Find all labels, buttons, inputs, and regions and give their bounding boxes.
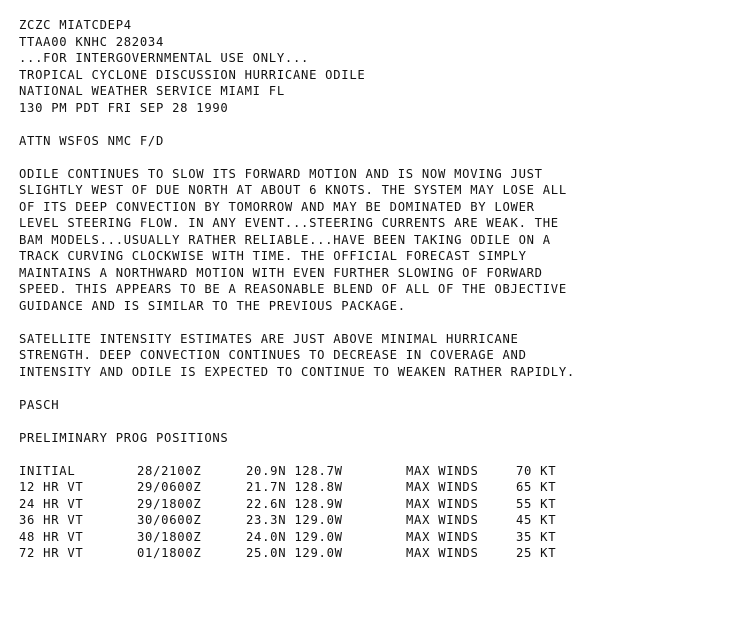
position-label: 36 HR VT bbox=[19, 513, 84, 527]
wind-value: 55 KT bbox=[516, 496, 557, 511]
position-time: 29/0600Z bbox=[137, 480, 202, 494]
paragraph-intensity bbox=[19, 331, 739, 381]
table-row bbox=[19, 545, 739, 562]
position-coords: 20.9N 128.7W bbox=[246, 463, 343, 478]
position-label: 48 HR VT bbox=[19, 529, 84, 544]
paragraph-line: TRACK CURVING CLOCKWISE WITH TIME. THE OFFICIAL FORECAST SIMPLY bbox=[19, 249, 527, 263]
table-row bbox=[19, 512, 739, 529]
header-line: ZCZC MIATCDEP4 bbox=[19, 18, 132, 32]
position-coords: 24.0N 129.0W bbox=[246, 529, 343, 544]
wind-label: MAX WINDS bbox=[406, 546, 479, 560]
position-time: 30/0600Z bbox=[137, 513, 202, 527]
wind-label: MAX WINDS bbox=[406, 463, 479, 478]
position-time: 30/1800Z bbox=[137, 529, 202, 544]
header-line: TTAA00 KNHC 282034 bbox=[19, 34, 165, 49]
position-coords: 22.6N 128.9W bbox=[246, 496, 343, 511]
spacer bbox=[19, 446, 739, 463]
spacer bbox=[19, 380, 739, 397]
paragraph-line: SLIGHTLY WEST OF DUE NORTH AT ABOUT 6 KNOTS. THE SYSTEM MAY LOSE ALL bbox=[19, 183, 567, 197]
paragraph-forecast bbox=[19, 166, 739, 315]
forecaster-signature: PASCH bbox=[19, 397, 60, 412]
wind-value: 45 KT bbox=[516, 513, 557, 527]
paragraph-line: GUIDANCE AND IS SIMILAR TO THE PREVIOUS PACKAGE. bbox=[19, 298, 406, 313]
paragraph-line: ODILE CONTINUES TO SLOW ITS FORWARD MOTION AND IS NOW MOVING JUST bbox=[19, 166, 543, 181]
wind-value: 65 KT bbox=[516, 480, 557, 494]
attn-line: ATTN WSFOS NMC F/D bbox=[19, 133, 165, 148]
table-row bbox=[19, 529, 739, 546]
position-label: INITIAL bbox=[19, 463, 76, 478]
position-coords: 25.0N 129.0W bbox=[246, 546, 343, 560]
table-row bbox=[19, 496, 739, 513]
spacer bbox=[19, 149, 739, 166]
wind-label: MAX WINDS bbox=[406, 529, 479, 544]
header-line: 130 PM PDT FRI SEP 28 1990 bbox=[19, 100, 229, 115]
wind-value: 70 KT bbox=[516, 463, 557, 478]
position-coords: 23.3N 129.0W bbox=[246, 513, 343, 527]
wind-label: MAX WINDS bbox=[406, 480, 479, 494]
position-time: 29/1800Z bbox=[137, 496, 202, 511]
paragraph-line: SATELLITE INTENSITY ESTIMATES ARE JUST ABOVE MINIMAL HURRICANE bbox=[19, 331, 519, 346]
prog-positions-title: PRELIMINARY PROG POSITIONS bbox=[19, 430, 229, 445]
position-label: 12 HR VT bbox=[19, 480, 84, 494]
wind-value: 35 KT bbox=[516, 529, 557, 544]
header-line: ...FOR INTERGOVERNMENTAL USE ONLY... bbox=[19, 51, 310, 65]
header-line: TROPICAL CYCLONE DISCUSSION HURRICANE ODILE bbox=[19, 67, 366, 82]
spacer bbox=[19, 116, 739, 133]
paragraph-line: SPEED. THIS APPEARS TO BE A REASONABLE BLEND OF ALL OF THE OBJECTIVE bbox=[19, 282, 567, 296]
paragraph-line: INTENSITY AND ODILE IS EXPECTED TO CONTINUE TO WEAKEN RATHER RAPIDLY. bbox=[19, 364, 575, 379]
paragraph-line: MAINTAINS A NORTHWARD MOTION WITH EVEN FURTHER SLOWING OF FORWARD bbox=[19, 265, 543, 280]
discussion-document bbox=[19, 17, 739, 562]
wind-value: 25 KT bbox=[516, 546, 557, 560]
table-row bbox=[19, 479, 739, 496]
position-time: 28/2100Z bbox=[137, 463, 202, 478]
table-row bbox=[19, 463, 739, 480]
paragraph-line: STRENGTH. DEEP CONVECTION CONTINUES TO DECREASE IN COVERAGE AND bbox=[19, 348, 527, 362]
prog-positions-table bbox=[19, 463, 739, 562]
spacer bbox=[19, 413, 739, 430]
spacer bbox=[19, 314, 739, 331]
wind-label: MAX WINDS bbox=[406, 496, 479, 511]
wind-label: MAX WINDS bbox=[406, 513, 479, 527]
position-label: 72 HR VT bbox=[19, 546, 84, 560]
position-coords: 21.7N 128.8W bbox=[246, 480, 343, 494]
paragraph-line: BAM MODELS...USUALLY RATHER RELIABLE...HAVE BEEN TAKING ODILE ON A bbox=[19, 232, 551, 247]
header-line: NATIONAL WEATHER SERVICE MIAMI FL bbox=[19, 84, 285, 98]
header-block bbox=[19, 17, 739, 116]
position-time: 01/1800Z bbox=[137, 546, 202, 560]
position-label: 24 HR VT bbox=[19, 496, 84, 511]
paragraph-line: LEVEL STEERING FLOW. IN ANY EVENT...STEERING CURRENTS ARE WEAK. THE bbox=[19, 216, 559, 230]
paragraph-line: OF ITS DEEP CONVECTION BY TOMORROW AND MAY BE DOMINATED BY LOWER bbox=[19, 199, 535, 214]
